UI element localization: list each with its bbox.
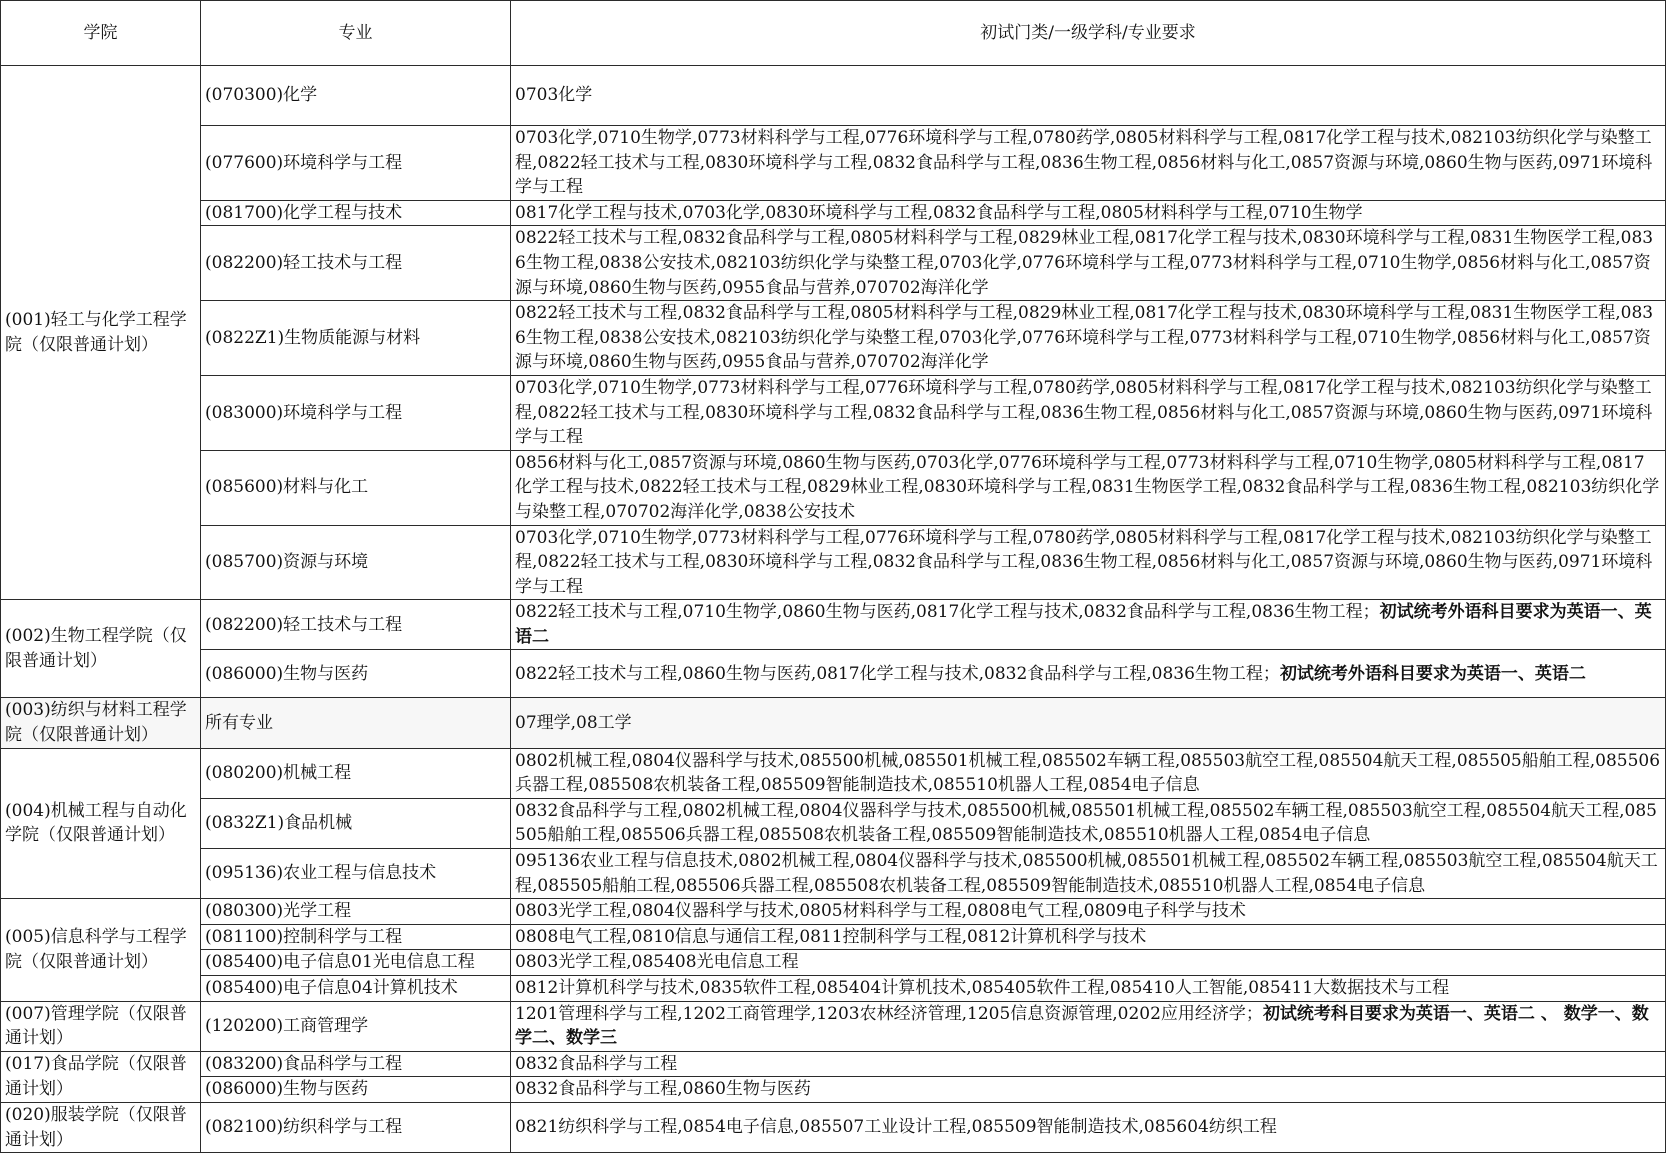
requirement-cell	[511, 1051, 1666, 1077]
college-cell: (004)机械工程与自动化学院（仅限普通计划）	[1, 748, 201, 899]
college-cell: (017)食品学院（仅限普通计划）	[1, 1051, 201, 1102]
requirement-cell	[511, 450, 1666, 525]
header-major: 专业	[201, 1, 511, 66]
table-row	[1, 798, 1666, 848]
table-row	[1, 748, 1666, 798]
table-row	[1, 600, 1666, 650]
requirement-text: 0703化学,0710生物学,0773材料科学与工程,0776环境科学与工程,0780药学,0805材料科学与工程,0817化学工程与技术,082103纺织化学与染整工程,0822轻工技术与工程,0830环境科学与工程,0832食品科学与工程,0836生物工程,0856材料与化工,0857资源与环境,0860生物与医药,0971环境科学与工程	[515, 377, 1653, 448]
table-row	[1, 226, 1666, 301]
requirement-cell	[511, 899, 1666, 925]
major-cell: (095136)农业工程与信息技术	[201, 849, 511, 899]
requirement-text: 0812计算机科学与技术,0835软件工程,085404计算机技术,085405软件工程,085410人工智能,085411大数据技术与工程	[515, 978, 1450, 998]
table-row	[1, 849, 1666, 899]
college-cell: (003)纺织与材料工程学院（仅限普通计划）	[1, 698, 201, 748]
requirement-text: 0703化学,0710生物学,0773材料科学与工程,0776环境科学与工程,0780药学,0805材料科学与工程,0817化学工程与技术,082103纺织化学与染整工程,0822轻工技术与工程,0830环境科学与工程,0832食品科学与工程,0836生物工程,0856材料与化工,0857资源与环境,0860生物与医药,0971环境科学与工程	[515, 527, 1653, 597]
table-row	[1, 301, 1666, 376]
requirement-text: 0822轻工技术与工程,0860生物与医药,0817化学工程与技术,0832食品科学与工程,0836生物工程；	[515, 663, 1280, 684]
table-row	[1, 650, 1666, 698]
requirement-text: 0803光学工程,085408光电信息工程	[515, 952, 799, 973]
college-cell: (020)服装学院（仅限普通计划）	[1, 1102, 201, 1152]
requirement-text: 0803光学工程,0804仪器科学与技术,0805材料科学与工程,0808电气工程,0809电子科学与技术	[515, 901, 1246, 922]
requirement-cell	[511, 1102, 1666, 1152]
requirement-text: 0808电气工程,0810信息与通信工程,0811控制科学与工程,0812计算机科学与技术	[515, 926, 1147, 947]
major-cell: (085700)资源与环境	[201, 525, 511, 600]
requirement-text: 0832食品科学与工程,0802机械工程,0804仪器科学与技术,085500机械,085501机械工程,085502车辆工程,085503航空工程,085504航天工程,085505船舶工程,085506兵器工程,085508农机装备工程,085509智能制造技术,085510机器人工程,0854电子信息	[515, 800, 1657, 846]
table-row	[1, 525, 1666, 600]
table-row	[1, 200, 1666, 226]
table-row	[1, 450, 1666, 525]
requirement-text: 0703化学,0710生物学,0773材料科学与工程,0776环境科学与工程,0780药学,0805材料科学与工程,0817化学工程与技术,082103纺织化学与染整工程,0822轻工技术与工程,0830环境科学与工程,0832食品科学与工程,0836生物工程,0856材料与化工,0857资源与环境,0860生物与医药,0971环境科学与工程	[515, 128, 1653, 198]
table-row	[1, 976, 1666, 1002]
table-row	[1, 1077, 1666, 1103]
major-cell: (086000)生物与医药	[201, 1077, 511, 1103]
table-row	[1, 698, 1666, 748]
requirement-text: 0832食品科学与工程,0860生物与医药	[515, 1079, 811, 1100]
requirement-text: 0856材料与化工,0857资源与环境,0860生物与医药,0703化学,0776环境科学与工程,0773材料科学与工程,0710生物学,0805材料科学与工程,0817化学工程与技术,0822轻工技术与工程,0829林业工程,0830环境科学与工程,0831生物医学工程,0832食品科学与工程,0836生物工程,082103纺织化学与染整工程,070702海洋化学,0838公安技术	[515, 452, 1660, 522]
major-cell: (083200)食品科学与工程	[201, 1051, 511, 1077]
requirement-text: 07理学,08工学	[515, 712, 632, 733]
requirement-text: 0822轻工技术与工程,0832食品科学与工程,0805材料科学与工程,0829林业工程,0817化学工程与技术,0830环境科学与工程,0831生物医学工程,0836生物工程,0838公安技术,082103纺织化学与染整工程,0703化学,0776环境科学与工程,0773材料科学与工程,0710生物学,0856材料与化工,0857资源与环境,0860生物与医药,0955食品与营养,070702海洋化学	[515, 228, 1654, 298]
major-cell: (086000)生物与医药	[201, 650, 511, 698]
requirement-cell	[511, 748, 1666, 798]
requirement-cell	[511, 525, 1666, 600]
table-row	[1, 899, 1666, 925]
requirement-text: 0821纺织科学与工程,0854电子信息,085507工业设计工程,085509智能制造技术,085604纺织工程	[515, 1117, 1277, 1138]
table-body	[1, 66, 1666, 1153]
table-row	[1, 375, 1666, 450]
requirement-text: 0832食品科学与工程	[515, 1053, 678, 1074]
requirement-text: 0802机械工程,0804仪器科学与技术,085500机械,085501机械工程,085502车辆工程,085503航空工程,085504航天工程,085505船舶工程,085506兵器工程,085508农机装备工程,085509智能制造技术,085510机器人工程,0854电子信息	[515, 750, 1661, 796]
requirement-note: 初试统考外语科目要求为英语一、英语二	[1279, 663, 1586, 684]
requirement-cell	[511, 976, 1666, 1002]
header-row	[1, 1, 1666, 66]
requirement-text: 0822轻工技术与工程,0710生物学,0860生物与医药,0817化学工程与技术,0832食品科学与工程,0836生物工程；	[515, 602, 1380, 623]
major-cell: (070300)化学	[201, 66, 511, 126]
table-row	[1, 1102, 1666, 1152]
table-row	[1, 1051, 1666, 1077]
requirement-cell	[511, 1077, 1666, 1103]
requirement-cell	[511, 375, 1666, 450]
table-row	[1, 1001, 1666, 1051]
table-row	[1, 950, 1666, 976]
major-cell: (081700)化学工程与技术	[201, 200, 511, 226]
requirement-cell	[511, 200, 1666, 226]
college-cell: (002)生物工程学院（仅限普通计划）	[1, 600, 201, 698]
requirement-cell	[511, 600, 1666, 650]
requirement-cell	[511, 849, 1666, 899]
major-cell: (085400)电子信息04计算机技术	[201, 976, 511, 1002]
requirement-cell	[511, 950, 1666, 976]
requirement-cell	[511, 698, 1666, 748]
table-row	[1, 66, 1666, 126]
requirement-cell	[511, 650, 1666, 698]
major-cell: (080300)光学工程	[201, 899, 511, 925]
college-cell: (007)管理学院（仅限普通计划）	[1, 1001, 201, 1051]
requirement-text: 0822轻工技术与工程,0832食品科学与工程,0805材料科学与工程,0829林业工程,0817化学工程与技术,0830环境科学与工程,0831生物医学工程,0836生物工程,0838公安技术,082103纺织化学与染整工程,0703化学,0776环境科学与工程,0773材料科学与工程,0710生物学,0856材料与化工,0857资源与环境,0860生物与医药,0955食品与营养,070702海洋化学	[515, 303, 1654, 373]
major-cell: (085600)材料与化工	[201, 450, 511, 525]
major-cell: (077600)环境科学与工程	[201, 126, 511, 201]
requirement-cell	[511, 1001, 1666, 1051]
requirement-cell	[511, 226, 1666, 301]
header-college: 学院	[1, 1, 201, 66]
table-row	[1, 924, 1666, 950]
requirement-cell	[511, 924, 1666, 950]
college-cell: (005)信息科学与工程学院（仅限普通计划）	[1, 899, 201, 1001]
major-cell: (0822Z1)生物质能源与材料	[201, 301, 511, 376]
major-cell: (082100)纺织科学与工程	[201, 1102, 511, 1152]
requirement-text: 095136农业工程与信息技术,0802机械工程,0804仪器科学与技术,085500机械,085501机械工程,085502车辆工程,085503航空工程,085504航天工程,085505船舶工程,085506兵器工程,085508农机装备工程,085509智能制造技术,085510机器人工程,0854电子信息	[515, 851, 1658, 896]
requirement-note: 初试统考外语科目要求为英语一、英语二	[515, 602, 1652, 647]
major-cell: (080200)机械工程	[201, 748, 511, 798]
major-cell: (0832Z1)食品机械	[201, 798, 511, 848]
requirement-text: 1201管理科学与工程,1202工商管理学,1203农林经济管理,1205信息资源管理,0202应用经济学；	[515, 1003, 1263, 1024]
major-cell: (085400)电子信息01光电信息工程	[201, 950, 511, 976]
requirement-cell	[511, 798, 1666, 848]
requirement-text: 0817化学工程与技术,0703化学,0830环境科学与工程,0832食品科学与工程,0805材料科学与工程,0710生物学	[515, 202, 1363, 223]
header-requirement: 初试门类/一级学科/专业要求	[511, 1, 1666, 66]
requirement-cell	[511, 126, 1666, 201]
requirement-cell	[511, 301, 1666, 376]
table-header	[1, 1, 1666, 66]
major-cell: (081100)控制科学与工程	[201, 924, 511, 950]
major-cell: (083000)环境科学与工程	[201, 375, 511, 450]
major-cell: (082200)轻工技术与工程	[201, 226, 511, 301]
requirement-text: 0703化学	[515, 85, 593, 106]
requirement-note: 初试统考科目要求为英语一、英语二 、 数学一、数学二、数学三	[515, 1003, 1649, 1049]
major-cell: (082200)轻工技术与工程	[201, 600, 511, 650]
major-cell: 所有专业	[201, 698, 511, 748]
table-row	[1, 126, 1666, 201]
major-cell: (120200)工商管理学	[201, 1001, 511, 1051]
requirement-cell	[511, 66, 1666, 126]
college-cell: (001)轻工与化学工程学院（仅限普通计划）	[1, 66, 201, 600]
